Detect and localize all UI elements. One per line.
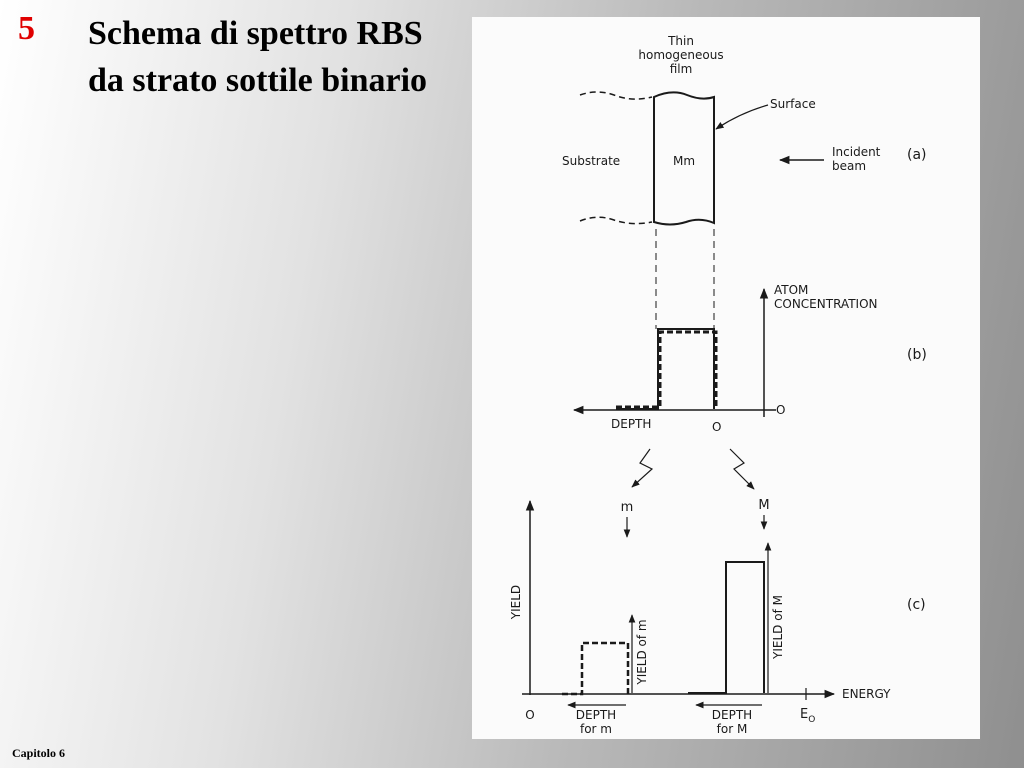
squiggle-arrow-M [730,449,754,489]
panel-a [562,34,927,329]
panel-b-tag: (b) [907,347,927,363]
slide-number: 5 [18,10,35,47]
yield-M-signal [688,562,764,693]
concentration-M [616,329,714,409]
panel-c-tag: (c) [907,597,926,613]
surface-leader-arrow [716,105,768,129]
depth-M-line1: DEPTH [711,708,753,722]
film-title-line1: Thin [668,34,694,48]
concentration-label-line1: ATOM [774,283,809,297]
energy-label: ENERGY [842,687,891,701]
origin-label: O [525,708,535,722]
panel-a-tag: (a) [907,147,927,163]
e0-label: $E_O$ [800,707,816,725]
rbs-diagram [472,17,980,739]
concentration-label-line2: CONCENTRATION [774,297,878,311]
yield-m-label: YIELD of m [635,619,649,685]
origin-bottom-label: O [712,420,722,434]
film-title-line2: homogeneous [638,48,724,62]
yield-M-label: YIELD of M [771,595,785,659]
squiggle-arrow-m [632,449,652,487]
incident-beam-line1: Incident [832,145,881,159]
substrate-top-edge [580,92,652,99]
slide-footer: Capitolo 6 [12,746,66,760]
panel-c [509,498,926,736]
substrate-bottom-edge [580,217,652,223]
film-title-line3: film [669,62,693,76]
concentration-m [616,332,716,407]
panel-b [574,283,927,489]
depth-m-line1: DEPTH [575,708,617,722]
depth-m-line2: for m [579,722,613,736]
substrate-label: Substrate [562,154,621,168]
yield-label: YIELD [509,584,523,620]
film-composition-label: Mm [672,154,696,168]
yield-m-signal [562,643,628,694]
surface-label: Surface [770,97,816,111]
M-label: M [758,498,770,513]
m-label: m [620,500,634,515]
depth-label: DEPTH [611,417,652,431]
depth-M-line2: for M [716,722,748,736]
incident-beam-line2: beam [832,159,867,173]
origin-right-label: O [776,403,786,417]
slide-title: Schema di spettro RBS da strato sottile binario [88,15,428,99]
